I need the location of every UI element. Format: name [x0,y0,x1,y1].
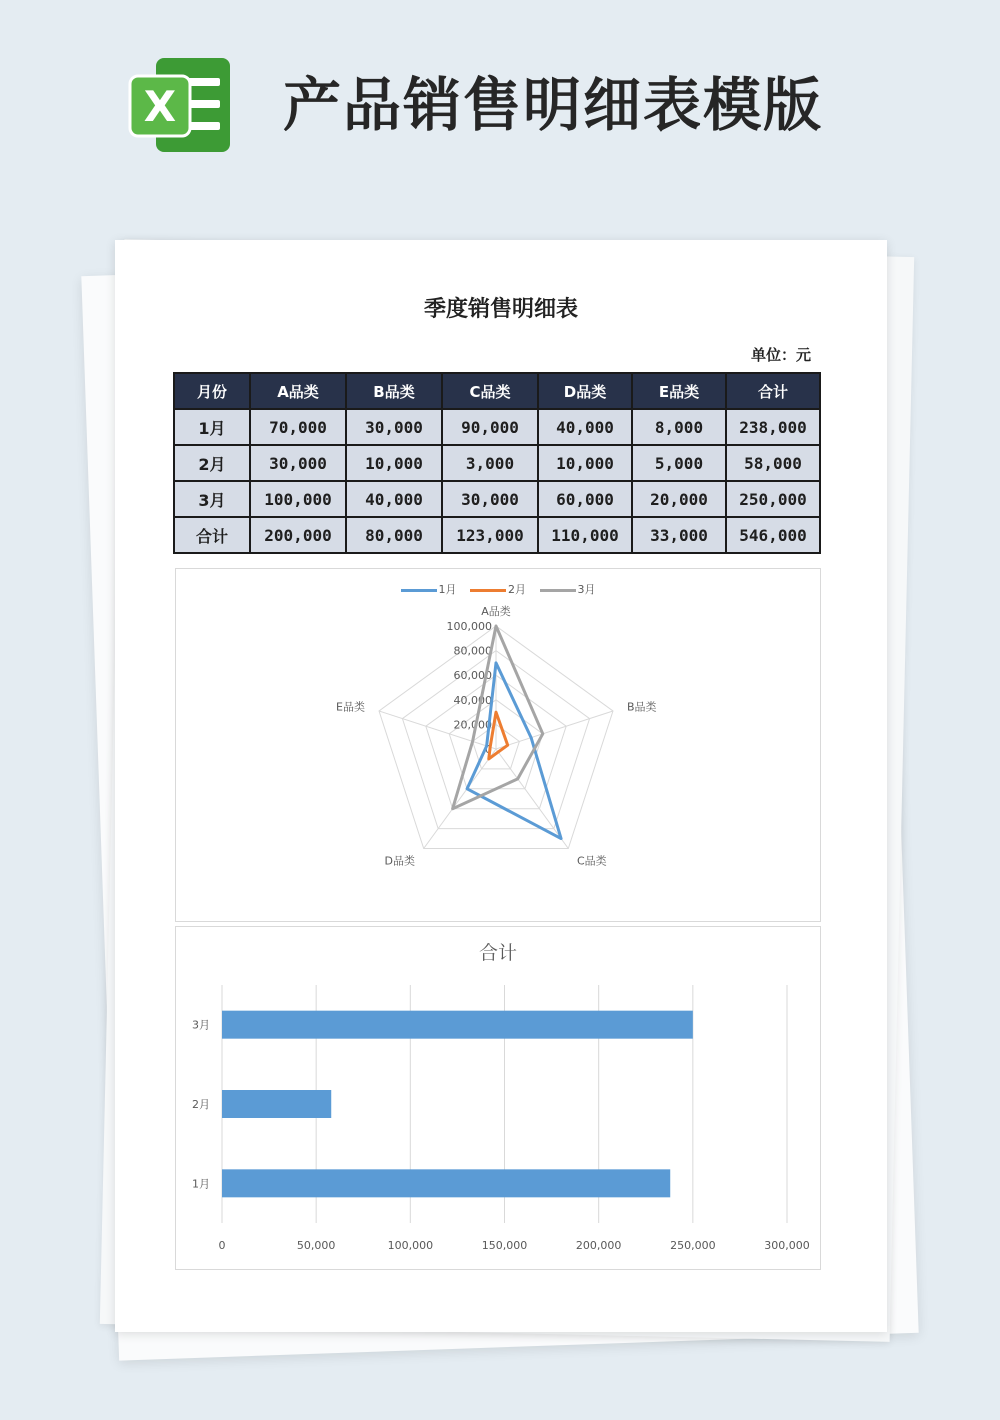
table-cell[interactable]: 100,000 [250,481,346,517]
table-header-cell[interactable]: E品类 [632,373,726,409]
radar-category-label: C品类 [576,854,607,868]
table-total-row [174,517,820,553]
excel-icon [128,56,232,154]
bar-plot [176,927,820,1269]
table-cell[interactable]: 30,000 [442,481,538,517]
table-header-cell[interactable]: A品类 [250,373,346,409]
table-header-cell[interactable]: 月份 [174,373,250,409]
table-cell[interactable]: 546,000 [726,517,820,553]
table-cell[interactable]: 70,000 [250,409,346,445]
bar [222,1169,670,1197]
radar-tick-label: 40,000 [453,693,492,707]
table-cell[interactable]: 8,000 [632,409,726,445]
table-cell[interactable]: 10,000 [538,445,632,481]
bar-chart-title: 合计 [478,942,518,964]
bar [222,1011,693,1039]
table-cell[interactable]: 10,000 [346,445,442,481]
excel-logo-letter: X [143,82,177,131]
table-cell[interactable]: 250,000 [726,481,820,517]
radar-category-label: A品类 [481,605,511,619]
radar-tick-label: 80,000 [453,644,492,658]
bar-tick-label: 50,000 [296,1239,336,1252]
table-cell[interactable]: 2月 [174,445,250,481]
table-cell[interactable]: 238,000 [726,409,820,445]
radar-category-label: D品类 [384,854,416,868]
table-cell[interactable]: 90,000 [442,409,538,445]
table-cell[interactable]: 80,000 [346,517,442,553]
table-header-row [174,373,820,409]
radar-tick-label: 20,000 [453,718,492,732]
bar-tick-label: 0 [218,1239,226,1252]
table-cell[interactable]: 1月 [174,409,250,445]
radar-spoke [496,749,568,849]
table-cell[interactable]: 58,000 [726,445,820,481]
legend-label: 1月 [438,583,457,596]
page-title: 产品销售明细表模版 [283,71,824,139]
table-row [174,409,820,445]
table-cell[interactable]: 5,000 [632,445,726,481]
table-cell[interactable]: 30,000 [250,445,346,481]
table-cell[interactable]: 30,000 [346,409,442,445]
bar [222,1090,331,1118]
table-header-cell[interactable]: C品类 [442,373,538,409]
bar-tick-label: 100,000 [387,1239,434,1252]
bar-tick-label: 250,000 [670,1239,716,1252]
legend-label: 3月 [577,583,596,596]
table-cell[interactable]: 40,000 [538,409,632,445]
table-cell[interactable]: 合计 [174,517,250,553]
radar-category-label: B品类 [627,700,657,714]
unit-label: 单位：元 [750,346,811,364]
radar-tick-label: 60,000 [453,669,492,683]
legend-label: 2月 [508,583,526,596]
table-cell[interactable]: 20,000 [632,481,726,517]
radar-tick-label: 100,000 [446,620,492,633]
radar-plot [176,569,820,921]
table-cell[interactable]: 40,000 [346,481,442,517]
document-title: 季度销售明细表 [423,297,578,322]
bar-chart[interactable] [175,926,821,1270]
table-row [174,445,820,481]
table-cell[interactable]: 200,000 [250,517,346,553]
table-header-cell[interactable]: D品类 [538,373,632,409]
bar-tick-label: 150,000 [481,1239,528,1252]
bar-tick-label: 300,000 [764,1239,810,1252]
radar-category-label: E品类 [336,700,365,714]
table-header-cell[interactable]: B品类 [346,373,442,409]
document-sheet [115,240,887,1332]
sales-table [173,372,821,554]
table-cell[interactable]: 110,000 [538,517,632,553]
bar-category-label: 2月 [192,1098,210,1111]
table-cell[interactable]: 3月 [174,481,250,517]
radar-tick-label: 0 [485,743,492,756]
radar-spoke [496,711,613,749]
table-cell[interactable]: 123,000 [442,517,538,553]
table-cell[interactable]: 33,000 [632,517,726,553]
radar-chart[interactable] [175,568,821,922]
table-cell[interactable]: 60,000 [538,481,632,517]
bar-tick-label: 200,000 [575,1239,622,1252]
bar-category-label: 1月 [192,1177,210,1191]
table-row [174,481,820,517]
table-header-cell[interactable]: 合计 [726,373,820,409]
table-cell[interactable]: 3,000 [442,445,538,481]
bar-category-label: 3月 [192,1018,210,1032]
radar-series-line [467,663,561,839]
